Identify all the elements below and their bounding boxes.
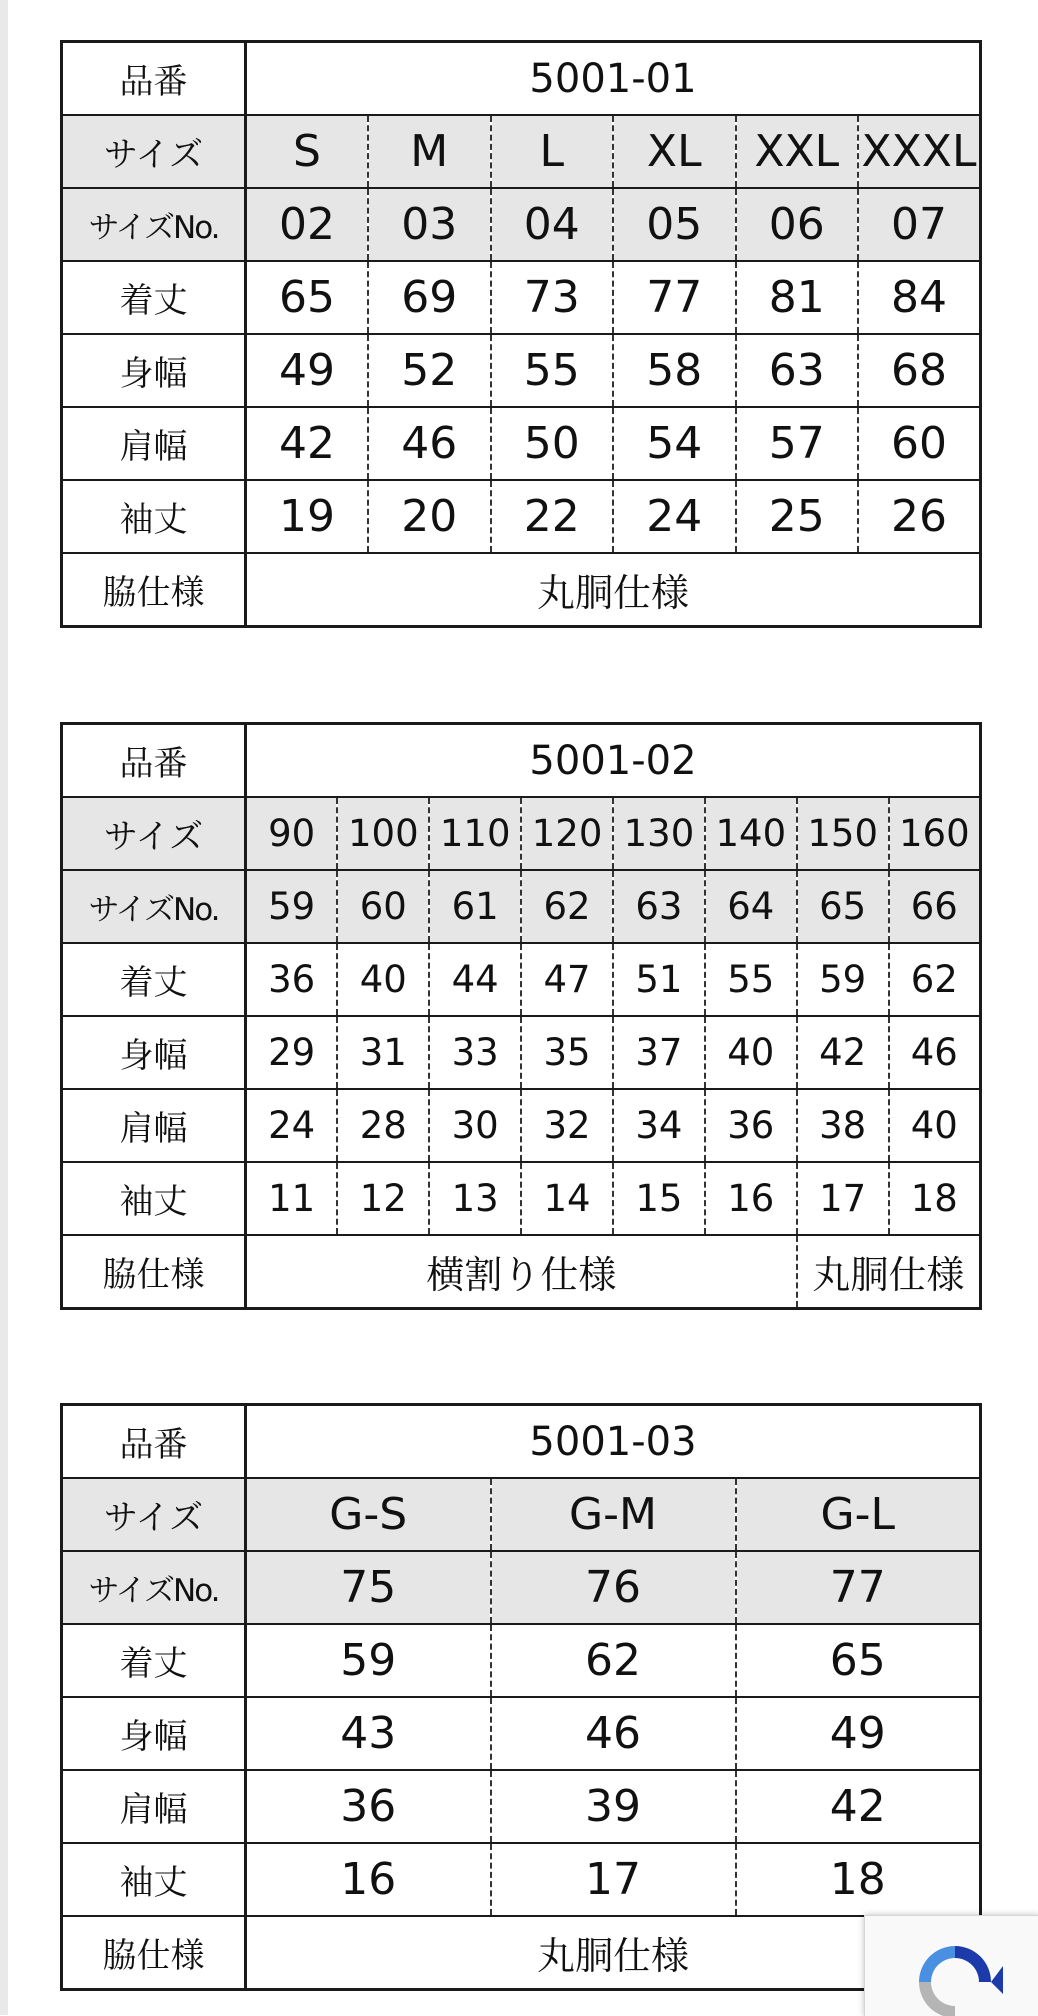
table-row-size: [62, 1478, 981, 1551]
size-cell: G-L: [736, 1478, 981, 1551]
size-cell: L: [491, 115, 614, 188]
label-sleeve: 袖丈: [62, 1843, 246, 1916]
sleeve-cell: 16: [246, 1843, 491, 1916]
size-cell: 110: [429, 797, 521, 870]
label-size: サイズ: [62, 797, 246, 870]
sleeve-cell: 25: [736, 480, 859, 553]
shoulder-cell: 28: [337, 1089, 429, 1162]
width-cell: 46: [889, 1016, 981, 1089]
label-size: サイズ: [62, 115, 246, 188]
shoulder-cell: 36: [246, 1770, 491, 1843]
width-cell: 58: [613, 334, 736, 407]
shoulder-cell: 32: [521, 1089, 613, 1162]
width-cell: 63: [736, 334, 859, 407]
sleeve-cell: 19: [246, 480, 369, 553]
size-cell: XXXL: [858, 115, 981, 188]
width-cell: 68: [858, 334, 981, 407]
shoulder-cell: 40: [889, 1089, 981, 1162]
sleeve-cell: 20: [368, 480, 491, 553]
length-cell: 47: [521, 943, 613, 1016]
label-size-number: サイズNo.: [62, 1551, 246, 1624]
length-cell: 73: [491, 261, 614, 334]
table-row-sleeve: [62, 1843, 981, 1916]
length-cell: 84: [858, 261, 981, 334]
width-cell: 42: [797, 1016, 889, 1089]
shoulder-cell: 42: [246, 407, 369, 480]
size-table-5001-03: [60, 1403, 982, 1991]
label-size-number: サイズNo.: [62, 188, 246, 261]
length-cell: 62: [491, 1624, 736, 1697]
shoulder-cell: 60: [858, 407, 981, 480]
size-table-5001-01: [60, 40, 982, 628]
label-code: 品番: [62, 1405, 246, 1479]
label-width: 身幅: [62, 1697, 246, 1770]
product-code: 5001-01: [529, 55, 697, 102]
table-row-side-spec: [62, 1916, 981, 1990]
length-cell: 51: [613, 943, 705, 1016]
width-cell: 52: [368, 334, 491, 407]
width-cell: 55: [491, 334, 614, 407]
size-number-cell: 63: [613, 870, 705, 943]
size-number-cell: 76: [491, 1551, 736, 1624]
table-row-side-spec: [62, 1235, 981, 1309]
label-length: 着丈: [62, 1624, 246, 1697]
label-side-spec: 脇仕様: [62, 1916, 246, 1990]
size-number-cell: 04: [491, 188, 614, 261]
size-number-cell: 07: [858, 188, 981, 261]
sleeve-cell: 13: [429, 1162, 521, 1235]
length-cell: 65: [246, 261, 369, 334]
sleeve-cell: 24: [613, 480, 736, 553]
table-row-code: [62, 724, 981, 798]
size-cell: XL: [613, 115, 736, 188]
sleeve-cell: 14: [521, 1162, 613, 1235]
size-cell: 140: [705, 797, 797, 870]
table-row-width: [62, 1697, 981, 1770]
shoulder-cell: 38: [797, 1089, 889, 1162]
label-width: 身幅: [62, 1016, 246, 1089]
label-side-spec: 脇仕様: [62, 1235, 246, 1309]
length-cell: 77: [613, 261, 736, 334]
width-cell: 43: [246, 1697, 491, 1770]
width-cell: 46: [491, 1697, 736, 1770]
shoulder-cell: 24: [246, 1089, 338, 1162]
shoulder-cell: 42: [736, 1770, 981, 1843]
table-row-shoulder: [62, 1770, 981, 1843]
shoulder-cell: 50: [491, 407, 614, 480]
size-number-cell: 59: [246, 870, 338, 943]
width-cell: 49: [246, 334, 369, 407]
label-code: 品番: [62, 42, 246, 116]
shoulder-cell: 39: [491, 1770, 736, 1843]
table-row-shoulder: [62, 1089, 981, 1162]
label-length: 着丈: [62, 261, 246, 334]
table-row-length: [62, 1624, 981, 1697]
sleeve-cell: 22: [491, 480, 614, 553]
size-number-cell: 75: [246, 1551, 491, 1624]
recaptcha-badge[interactable]: [864, 1915, 1038, 2016]
length-cell: 69: [368, 261, 491, 334]
size-cell: 90: [246, 797, 338, 870]
table-row-sleeve: [62, 1162, 981, 1235]
label-sleeve: 袖丈: [62, 1162, 246, 1235]
length-cell: 44: [429, 943, 521, 1016]
label-size: サイズ: [62, 1478, 246, 1551]
size-cell: 130: [613, 797, 705, 870]
shoulder-cell: 34: [613, 1089, 705, 1162]
product-code: 5001-03: [529, 1418, 697, 1465]
table-row-length: [62, 261, 981, 334]
size-number-cell: 06: [736, 188, 859, 261]
side-spec-value: 丸胴仕様: [246, 553, 981, 627]
side-spec-value: 丸胴仕様: [246, 1916, 981, 1990]
page-left-edge: [0, 0, 8, 2015]
length-cell: 55: [705, 943, 797, 1016]
product-code: 5001-02: [529, 737, 697, 784]
size-cell: 100: [337, 797, 429, 870]
table-row-code: [62, 42, 981, 116]
size-cell: 160: [889, 797, 981, 870]
table-row-shoulder: [62, 407, 981, 480]
sleeve-cell: 18: [889, 1162, 981, 1235]
width-cell: 49: [736, 1697, 981, 1770]
shoulder-cell: 57: [736, 407, 859, 480]
size-number-cell: 61: [429, 870, 521, 943]
label-shoulder: 肩幅: [62, 1770, 246, 1843]
label-sleeve: 袖丈: [62, 480, 246, 553]
label-side-spec: 脇仕様: [62, 553, 246, 627]
width-cell: 29: [246, 1016, 338, 1089]
length-cell: 36: [246, 943, 338, 1016]
recaptcha-icon: [905, 1936, 1005, 2016]
size-cell: G-S: [246, 1478, 491, 1551]
size-number-cell: 66: [889, 870, 981, 943]
table-row-width: [62, 334, 981, 407]
table-row-size: [62, 115, 981, 188]
length-cell: 65: [736, 1624, 981, 1697]
table-row-size: [62, 797, 981, 870]
table-row-size-number: [62, 188, 981, 261]
side-spec-value-b: 丸胴仕様: [797, 1235, 981, 1309]
label-width: 身幅: [62, 334, 246, 407]
length-cell: 59: [797, 943, 889, 1016]
length-cell: 81: [736, 261, 859, 334]
table-row-length: [62, 943, 981, 1016]
size-cell: XXL: [736, 115, 859, 188]
size-cell: G-M: [491, 1478, 736, 1551]
sleeve-cell: 12: [337, 1162, 429, 1235]
sleeve-cell: 16: [705, 1162, 797, 1235]
size-number-cell: 65: [797, 870, 889, 943]
table-row-sleeve: [62, 480, 981, 553]
side-spec-value-a: 横割り仕様: [246, 1235, 797, 1309]
shoulder-cell: 54: [613, 407, 736, 480]
shoulder-cell: 46: [368, 407, 491, 480]
width-cell: 37: [613, 1016, 705, 1089]
sleeve-cell: 18: [736, 1843, 981, 1916]
size-cell: S: [246, 115, 369, 188]
size-number-cell: 62: [521, 870, 613, 943]
sleeve-cell: 17: [491, 1843, 736, 1916]
sleeve-cell: 17: [797, 1162, 889, 1235]
size-number-cell: 05: [613, 188, 736, 261]
length-cell: 62: [889, 943, 981, 1016]
size-cell: 120: [521, 797, 613, 870]
shoulder-cell: 30: [429, 1089, 521, 1162]
size-number-cell: 02: [246, 188, 369, 261]
label-size-number: サイズNo.: [62, 870, 246, 943]
width-cell: 31: [337, 1016, 429, 1089]
table-row-size-number: [62, 1551, 981, 1624]
size-cell: 150: [797, 797, 889, 870]
label-code: 品番: [62, 724, 246, 798]
label-shoulder: 肩幅: [62, 407, 246, 480]
table-row-code: [62, 1405, 981, 1479]
size-number-cell: 64: [705, 870, 797, 943]
width-cell: 33: [429, 1016, 521, 1089]
shoulder-cell: 36: [705, 1089, 797, 1162]
size-table-5001-02: [60, 722, 982, 1310]
size-cell: M: [368, 115, 491, 188]
width-cell: 40: [705, 1016, 797, 1089]
label-length: 着丈: [62, 943, 246, 1016]
width-cell: 35: [521, 1016, 613, 1089]
length-cell: 40: [337, 943, 429, 1016]
sleeve-cell: 15: [613, 1162, 705, 1235]
size-number-cell: 77: [736, 1551, 981, 1624]
sleeve-cell: 11: [246, 1162, 338, 1235]
size-number-cell: 03: [368, 188, 491, 261]
table-row-width: [62, 1016, 981, 1089]
sleeve-cell: 26: [858, 480, 981, 553]
size-number-cell: 60: [337, 870, 429, 943]
table-row-size-number: [62, 870, 981, 943]
label-shoulder: 肩幅: [62, 1089, 246, 1162]
length-cell: 59: [246, 1624, 491, 1697]
table-row-side-spec: [62, 553, 981, 627]
